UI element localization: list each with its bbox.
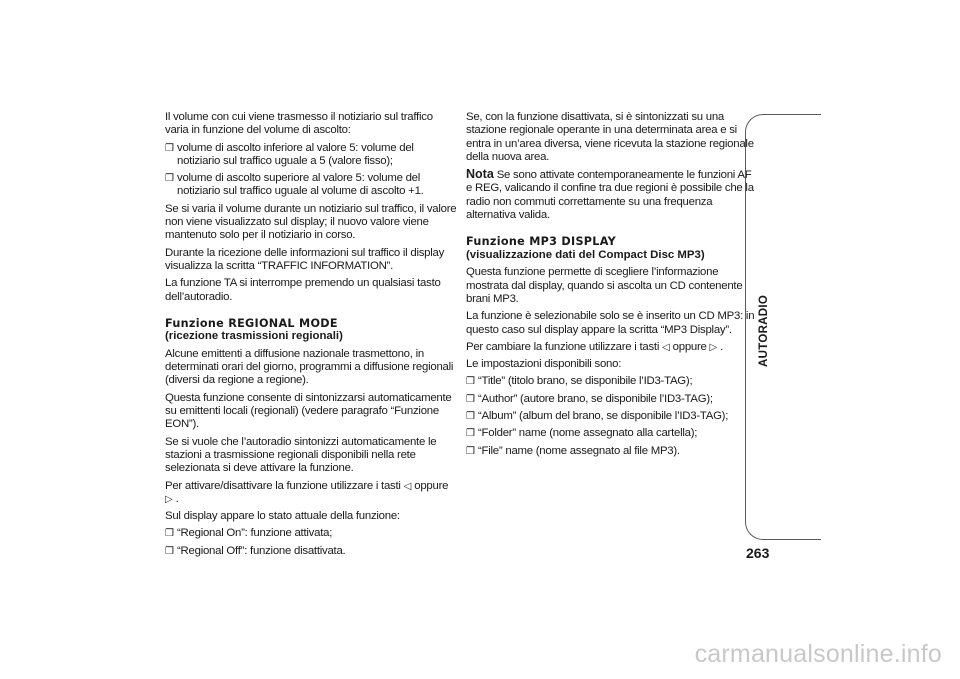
right-arrow-key-icon: ▷ xyxy=(165,493,173,505)
checkbox-bullet-icon: ❒ xyxy=(165,528,174,540)
list-item-text: “Regional Off”: funzione disattivata. xyxy=(177,544,346,557)
paragraph: Le impostazioni disponibili sono: xyxy=(466,358,622,371)
paragraph: La funzione TA si interrompe premendo un qualsiasi tasto dell’autoradio. xyxy=(165,277,441,303)
section-heading-mp3-display xyxy=(466,235,758,262)
paragraph: La funzione è selezionabile solo se è inserito un CD MP3: in questo caso sul display appare la scritta “MP3 Display”. xyxy=(466,310,755,336)
paragraph-keys xyxy=(165,480,457,507)
note-text: Se sono attivate contemporaneamente le funzioni AF e REG, valicando il confine tra due regioni è possibile che la radio non commuti correttamente su una frequenza alternativa valida. xyxy=(466,169,754,222)
checkbox-bullet-icon: ❒ xyxy=(165,545,174,557)
heading-main: Funzione REGIONAL MODE xyxy=(165,316,338,330)
list-item xyxy=(466,393,758,406)
list-item-text: volume di ascolto inferiore al valore 5: volume del notiziario sul traffico uguale a 5 (valore fisso); xyxy=(177,141,414,167)
list-item xyxy=(466,445,758,458)
paragraph: Se si varia il volume durante un notiziario sul traffico, il valore non viene visualizzato sul display; il nuovo valore viene mantenuto solo per il notiziario in corso. xyxy=(165,202,457,242)
page-number: 263 xyxy=(746,545,770,561)
paragraph: Questa funzione consente di sintonizzarsi automaticamente su emittenti locali (regionali) (vedere paragrafo “Funzione EON”). xyxy=(165,391,452,431)
list-item-text: “Folder” name (nome assegnato alla cartella); xyxy=(478,427,698,440)
list-item-text: “File” name (nome assegnato al file MP3). xyxy=(478,444,680,457)
checkbox-bullet-icon: ❒ xyxy=(466,445,475,457)
paragraph-text: oppure xyxy=(672,340,707,353)
paragraph: Se, con la funzione disattivata, si è sintonizzati su una stazione regionale operante in una determinata area e si entra in un’area diversa, viene ricevuta la stazione regionale della nuova area. xyxy=(466,111,754,163)
left-arrow-key-icon: ◁ xyxy=(662,341,670,353)
paragraph: Durante la ricezione delle informazioni sul traffico il display visualizza la scritta “TRAFFIC INFORMATION”. xyxy=(165,246,445,272)
list-item-text: “Title” (titolo brano, se disponibile l’ID3-TAG); xyxy=(478,375,693,388)
paragraph-text: Per cambiare la funzione utilizzare i tasti xyxy=(466,340,660,353)
left-column xyxy=(165,111,457,562)
chapter-tab-label: AUTORADIO xyxy=(758,294,770,368)
paragraph-keys xyxy=(466,341,758,354)
list-item xyxy=(165,142,457,169)
checkbox-bullet-icon: ❒ xyxy=(165,142,174,154)
list-item xyxy=(466,427,758,440)
checkbox-bullet-icon: ❒ xyxy=(466,411,475,423)
checkbox-bullet-icon: ❒ xyxy=(466,376,475,388)
right-arrow-key-icon: ▷ xyxy=(709,341,718,353)
list-item xyxy=(165,527,457,540)
checkbox-bullet-icon: ❒ xyxy=(165,173,174,185)
paragraph-text: . xyxy=(720,340,724,353)
list-item-text: “Album” (album del brano, se disponibile l’ID3-TAG); xyxy=(478,410,729,423)
list-item xyxy=(466,410,758,423)
heading-sub: (visualizzazione dati del Compact Disc MP3) xyxy=(466,248,705,261)
heading-sub: (ricezione trasmissioni regionali) xyxy=(165,330,343,343)
paragraph: Sul display appare lo stato attuale della funzione: xyxy=(165,510,400,523)
paragraph: Se si vuole che l’autoradio sintonizzi automaticamente le stazioni a trasmissione regionali disponibili nella rete selezionata si deve attivare la funzione. xyxy=(165,435,437,475)
paragraph-text: Per attivare/disattivare la funzione utilizzare i tasti xyxy=(165,479,401,492)
paragraph-text: . xyxy=(175,492,179,505)
paragraph: Alcune emittenti a diffusione nazionale trasmettono, in determinati orari del giorno, programmi a diffusione regionali (diversi da regione a regione). xyxy=(165,347,454,387)
paragraph: Il volume con cui viene trasmesso il notiziario sul traffico varia in funzione del volume di ascolto: xyxy=(165,111,433,137)
list-item xyxy=(165,545,457,558)
list-item-text: “Regional On”: funzione attivata; xyxy=(177,527,333,540)
checkbox-bullet-icon: ❒ xyxy=(466,393,475,405)
watermark: carmanualsonline.info xyxy=(694,640,942,668)
list-item xyxy=(466,375,758,388)
checkbox-bullet-icon: ❒ xyxy=(466,428,475,440)
list-item-text: volume di ascolto superiore al valore 5: volume del notiziario sul traffico uguale al volume di ascolto +1. xyxy=(177,172,424,198)
paragraph: Questa funzione permette di scegliere l’informazione mostrata dal display, quando si ascolta un CD contenente brani MP3. xyxy=(466,266,743,305)
paragraph-text: oppure xyxy=(414,479,449,492)
right-column xyxy=(466,111,758,462)
heading-main: Funzione MP3 DISPLAY xyxy=(466,235,617,249)
list-item-text: “Author” (autore brano, se disponibile l’ID3-TAG); xyxy=(478,392,713,405)
note-label: Nota xyxy=(466,167,494,182)
list-item xyxy=(165,172,457,199)
note-paragraph xyxy=(466,168,758,222)
section-heading-regional-mode xyxy=(165,317,457,344)
left-arrow-key-icon: ◁ xyxy=(403,480,412,492)
